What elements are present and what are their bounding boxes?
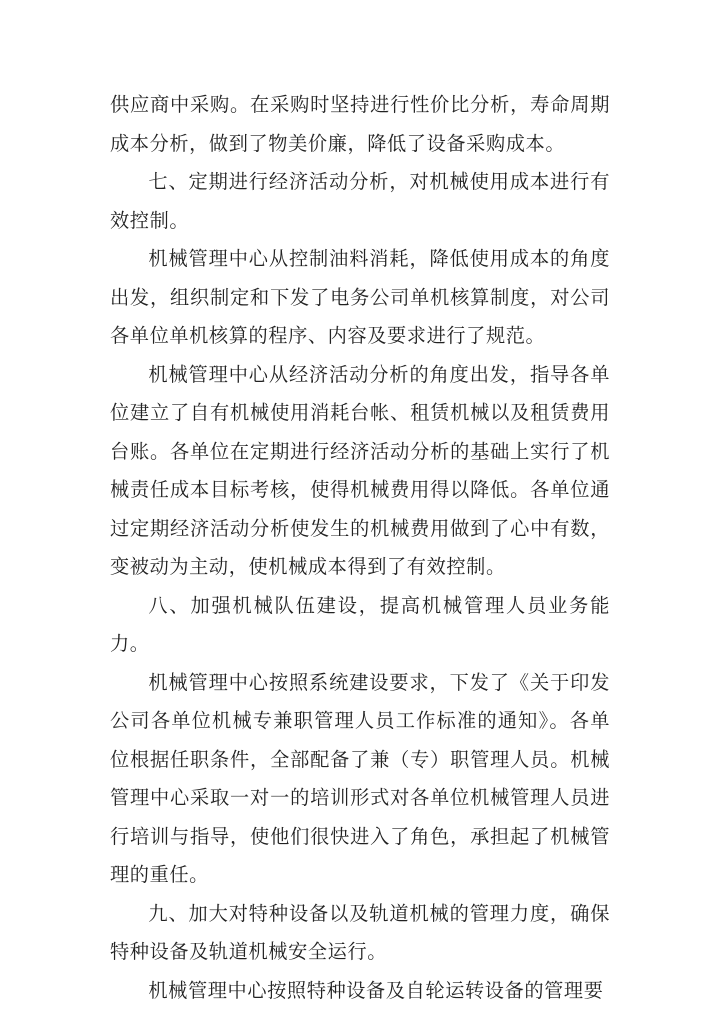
heading-section-8: 八、加强机械队伍建设，提高机械管理人员业务能力。 bbox=[110, 593, 610, 655]
document-body bbox=[110, 86, 610, 1010]
paragraph-economic-analysis: 机械管理中心从经济活动分析的角度出发，指导各单位建立了自有机械使用消耗台帐、租赁机械以及租赁费用台账。各单位在定期进行经济活动分析的基础上实行了机械责任成本目标考核，使得机械费用得以降低。各单位通过定期经济活动分析使发生的机械费用做到了心中有数，变被动为主动，使机械成本得到了有效控制。 bbox=[110, 362, 610, 578]
heading-section-7: 七、定期进行经济活动分析，对机械使用成本进行有效控制。 bbox=[110, 170, 610, 232]
paragraph-staff-training: 机械管理中心按照系统建设要求，下发了《关于印发公司各单位机械专兼职管理人员工作标准的通知》。各单位根据任职条件，全部配备了兼（专）职管理人员。机械管理中心采取一对一的培训形式对各单位机械管理人员进行培训与指导，使他们很快进入了角色，承担起了机械管理的重任。 bbox=[110, 670, 610, 886]
heading-section-9: 九、加大对特种设备以及轨道机械的管理力度，确保特种设备及轨道机械安全运行。 bbox=[110, 901, 610, 963]
paragraph-fuel-cost-control: 机械管理中心从控制油料消耗，降低使用成本的角度出发，组织制定和下发了电务公司单机核算制度，对公司各单位单机核算的程序、内容及要求进行了规范。 bbox=[110, 247, 610, 347]
paragraph-special-equipment: 机械管理中心按照特种设备及自轮运转设备的管理要 bbox=[148, 978, 604, 1002]
paragraph-procurement-continued: 供应商中采购。在采购时坚持进行性价比分析，寿命周期成本分析，做到了物美价廉，降低了设备采购成本。 bbox=[110, 93, 610, 155]
